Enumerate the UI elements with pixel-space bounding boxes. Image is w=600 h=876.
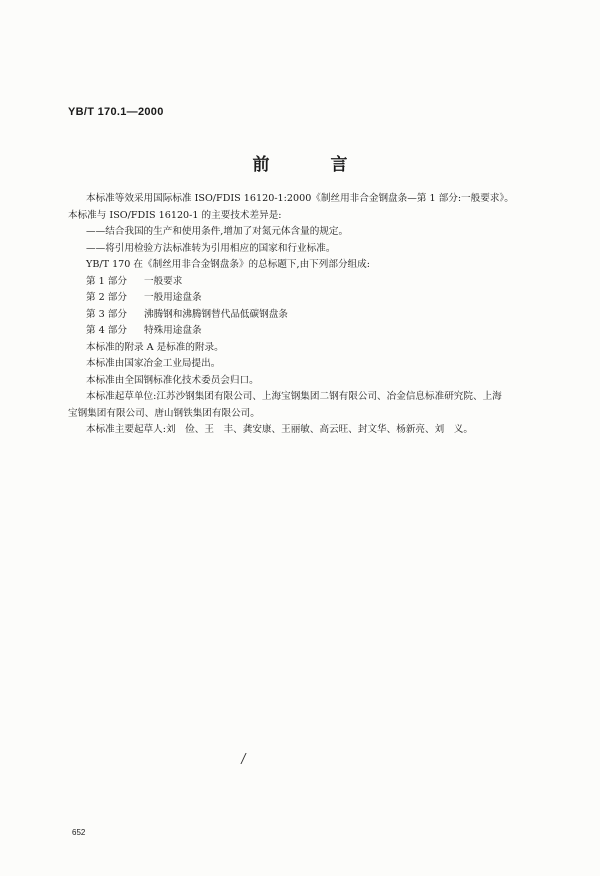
part-number: 第 2 部分 [86,292,127,303]
paragraph-responsible: 本标准由全国钢标准化技术委员会归口。 [86,374,259,386]
part-item [68,290,552,307]
paragraph-adoption: 本标准等效采用国际标准 ISO/FDIS 16120-1:2000《制丝用非合金钢盘条—第 1 部分:一般要求》。 [86,193,514,204]
body-text [68,191,552,439]
part-text: 沸腾钢和沸腾钢替代品低碳钢盘条 [144,308,288,320]
paragraph-proposer: 本标准由国家冶金工业局提出。 [86,358,221,369]
paragraph-differences: 本标准与 ISO/FDIS 16120-1 的主要技术差异是: [68,209,282,221]
page-title: 前 言 [252,155,370,175]
part-item [68,323,552,340]
paragraph-difference-1: ——结合我国的生产和使用条件,增加了对氮元体含量的规定。 [86,226,349,237]
part-item [68,307,552,324]
page-number: 652 [72,828,86,837]
paragraph-appendix: 本标准的附录 A 是标准的附录。 [86,341,224,353]
standard-code: YB/T 170.1—2000 [68,106,164,118]
part-text: 一般要求 [144,275,183,287]
paragraph-composition: YB/T 170 在《制丝用非合金钢盘条》的总标题下,由下列部分组成: [86,259,370,270]
paragraph-drafters: 本标准主要起草人:刘 俭、王 丰、龚安康、王丽敏、高云旺、封文华、杨新亮、刘 义。 [86,424,473,435]
paragraph-difference-2: ——将引用检验方法标准转为引用相应的国家和行业标准。 [86,242,336,254]
part-number: 第 3 部分 [86,308,127,320]
part-number: 第 1 部分 [86,275,127,287]
paragraph-drafting-units: 本标准起草单位:江苏沙钢集团有限公司、上海宝钢集团二钢有限公司、冶金信息标准研究院、上海 [86,391,502,402]
stray-mark [240,753,250,764]
part-number: 第 4 部分 [86,325,127,336]
part-text: 一般用途盘条 [144,292,202,303]
part-item [68,274,552,291]
paragraph-drafting-units-cont: 宝钢集团有限公司、唐山钢铁集团有限公司。 [68,407,260,419]
part-text: 特殊用途盘条 [144,325,202,336]
